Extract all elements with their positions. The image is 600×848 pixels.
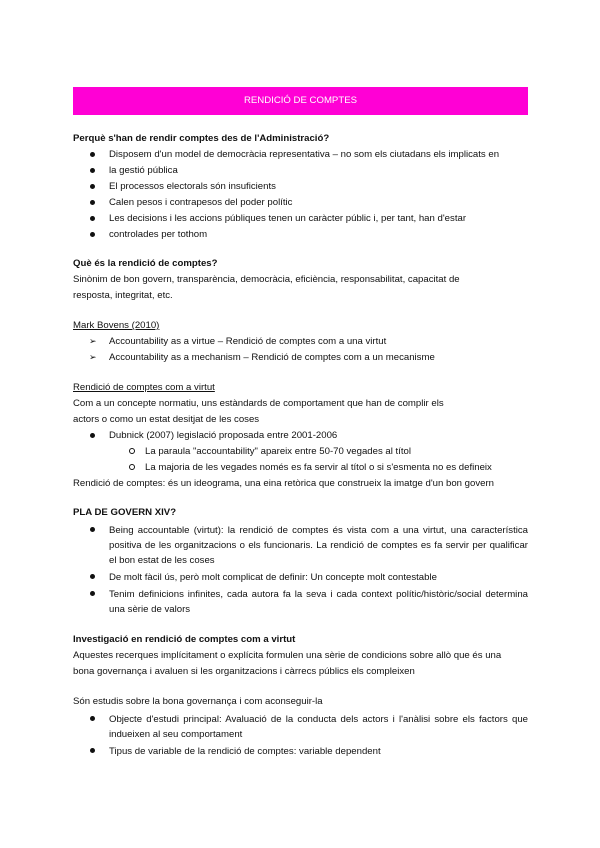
- section-studies: [73, 695, 528, 759]
- arrow-list: [73, 335, 528, 364]
- list-item: controlades per tothom: [73, 228, 528, 241]
- list-item: El processos electorals són insuficients: [73, 180, 528, 193]
- list-item: De molt fàcil ús, però molt complicat de definir: Un concepte molt contestable: [73, 570, 528, 585]
- section-heading: Perquè s'han de rendir comptes des de l'Administració?: [73, 133, 330, 144]
- list-item: La majoria de les vegades només es fa servir al títol o si s'esmenta no es defineix: [73, 461, 528, 474]
- bullet-list: [73, 523, 528, 617]
- list-item: Disposem d'un model de democràcia representativa – no som els ciutadans els implicats en: [73, 148, 528, 161]
- list-item: Being accountable (virtut): la rendició de comptes és vista com a una virtut, una característica positiva de les organitzacions o els funcionaris. La rendició de comptes es fa servir per qualificar el bon estat de les coses: [73, 523, 528, 568]
- bullet-list: [73, 148, 528, 241]
- paragraph-line: Sinònim de bon govern, transparència, democràcia, eficiència, responsabilitat, capacitat de: [73, 274, 460, 285]
- section-heading: Què és la rendició de comptes?: [73, 258, 218, 269]
- section-heading: Mark Bovens (2010): [73, 320, 160, 331]
- section-research: [73, 633, 528, 678]
- paragraph-line: Rendició de comptes: és un ideograma, una eina retòrica que construeix la imatge d'un bon govern: [73, 478, 495, 489]
- list-item-text: Accountability as a mechanism – Rendició de comptes com a un mecanisme: [109, 352, 435, 363]
- section-heading: Rendició de comptes com a virtut: [73, 382, 215, 393]
- section-pla-govern: [73, 506, 528, 617]
- paragraph-line: Com a un concepte normatiu, uns estàndards de comportament que han de complir els: [73, 398, 444, 409]
- sub-bullet-list: [73, 445, 528, 474]
- paragraph-line: resposta, integritat, etc.: [73, 290, 173, 301]
- bullet-list: [73, 712, 528, 759]
- section-why: [73, 132, 528, 241]
- list-item: La paraula "accountability" apareix entre 50-70 vegades al títol: [73, 445, 528, 458]
- section-bovens: [73, 319, 528, 364]
- list-item: Les decisions i les accions públiques tenen un caràcter públic i, per tant, han d'estar: [73, 212, 528, 225]
- list-item: Tenim definicions infinites, cada autora fa la seva i cada context polític/històric/social determina una sèrie de valors: [73, 587, 528, 617]
- paragraph-line: Aquestes recerques implícitament o explícita formulen una sèrie de condicions sobre allò que és una: [73, 650, 502, 661]
- section-virtue: [73, 381, 528, 490]
- paragraph-line: bona governança i avaluen si les organitzacions i càrrecs públics els compleixen: [73, 666, 415, 677]
- list-item: [73, 351, 528, 364]
- list-item: Dubnick (2007) legislació proposada entre 2001-2006: [73, 429, 528, 442]
- list-item: Tipus de variable de la rendició de comptes: variable dependent: [73, 744, 528, 759]
- list-item: [73, 335, 528, 348]
- section-what: [73, 257, 528, 302]
- arrow-icon: ➢: [89, 336, 97, 346]
- paragraph-line: Són estudis sobre la bona governança i com aconseguir-la: [73, 696, 323, 707]
- section-heading: PLA DE GOVERN XIV?: [73, 507, 177, 518]
- paragraph-line: actors o como un estat desitjat de les coses: [73, 414, 260, 425]
- bullet-list: [73, 429, 528, 442]
- list-item-text: Accountability as a virtue – Rendició de comptes com a una virtut: [109, 336, 387, 347]
- section-heading: Investigació en rendició de comptes com a virtut: [73, 634, 296, 645]
- list-item: Calen pesos i contrapesos del poder polític: [73, 196, 528, 209]
- arrow-icon: ➢: [89, 352, 97, 362]
- document-page: [73, 87, 528, 759]
- list-item: Objecte d'estudi principal: Avaluació de la conducta dels actors i l'anàlisi sobre els factors que indueixen al seu comportament: [73, 712, 528, 742]
- list-item: la gestió pública: [73, 164, 528, 177]
- title-banner: RENDICIÓ DE COMPTES: [73, 87, 528, 115]
